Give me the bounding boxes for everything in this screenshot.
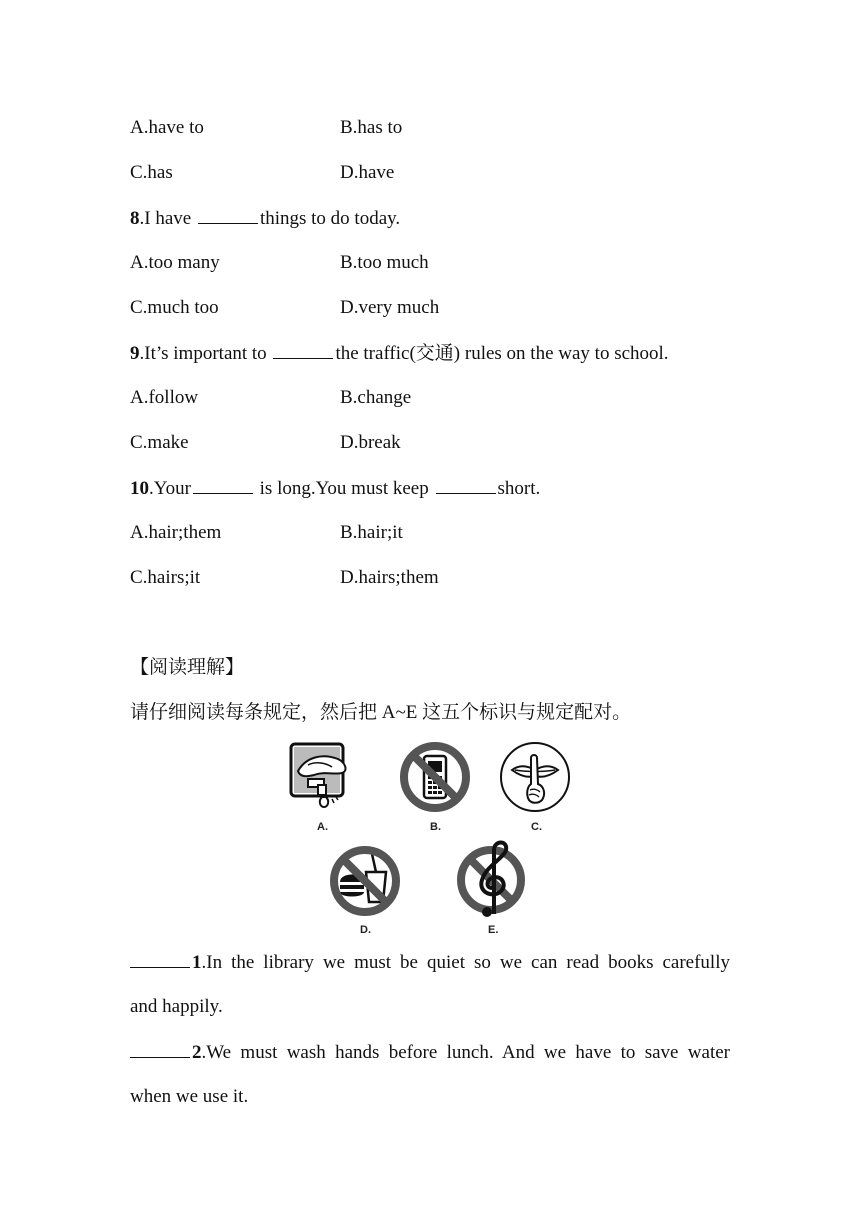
q7-option-d: D.have xyxy=(340,162,395,183)
q8-option-c: C.much too xyxy=(130,297,219,318)
section-heading: 【阅读理解】 xyxy=(130,657,245,678)
q10-option-b: B.hair;it xyxy=(340,522,403,543)
question-10 xyxy=(130,476,540,501)
quiet-finger-icon xyxy=(498,740,572,814)
q10-option-d: D.hairs;them xyxy=(340,567,439,588)
question-text-before: .Your xyxy=(149,478,191,499)
q8-option-d: D.very much xyxy=(340,297,440,318)
q7-option-c: C.has xyxy=(130,162,173,183)
item-text: .In the library we must be quiet so we can read books carefully xyxy=(201,952,730,973)
q9-option-d: D.break xyxy=(340,432,401,453)
sign-label-d: D. xyxy=(360,924,371,936)
q8-option-b: B.too much xyxy=(340,252,429,273)
question-number: 9 xyxy=(130,343,140,364)
question-text-middle: is long.You must keep xyxy=(254,478,434,499)
question-number: 10 xyxy=(130,478,149,499)
q10-option-a: A.hair;them xyxy=(130,522,222,543)
question-9 xyxy=(130,341,669,366)
question-number: 8 xyxy=(130,208,140,229)
q7-option-b: B.has to xyxy=(340,117,403,138)
question-text-before: .I have xyxy=(139,208,196,229)
section-instruction: 请仔细阅读每条规定，然后把 A~E 这五个标识与规定配对。 xyxy=(130,702,632,723)
reading-item-1 xyxy=(130,950,730,975)
answer-blank xyxy=(130,950,190,968)
sign-label-c: C. xyxy=(531,821,542,833)
question-text-after: short. xyxy=(497,478,541,499)
q9-option-a: A.follow xyxy=(130,387,199,408)
q10-option-c: C.hairs;it xyxy=(130,567,201,588)
sign-label-b: B. xyxy=(430,821,441,833)
q9-option-c: C.make xyxy=(130,432,189,453)
q7-option-a: A.have to xyxy=(130,117,204,138)
sign-label-a: A. xyxy=(317,821,328,833)
answer-blank xyxy=(273,341,333,359)
item-text: .We must wash hands before lunch. And we have to save water xyxy=(201,1042,730,1063)
question-8 xyxy=(130,206,400,231)
item-number: 2 xyxy=(192,1042,202,1063)
answer-blank xyxy=(198,206,258,224)
q8-option-a: A.too many xyxy=(130,252,220,273)
no-food-icon xyxy=(328,844,402,918)
sign-label-e: E. xyxy=(488,924,499,936)
question-text-after: the traffic(交通) rules on the way to school. xyxy=(335,343,669,364)
reading-item-2-continued: when we use it. xyxy=(130,1086,249,1107)
answer-blank xyxy=(130,1040,190,1058)
wash-hands-icon xyxy=(288,741,356,809)
answer-blank xyxy=(436,476,496,494)
item-number: 1 xyxy=(192,952,202,973)
no-music-icon xyxy=(456,836,530,920)
question-text-after: things to do today. xyxy=(259,208,401,229)
reading-item-2 xyxy=(130,1040,730,1065)
q9-option-b: B.change xyxy=(340,387,412,408)
answer-blank xyxy=(193,476,253,494)
reading-item-1-continued: and happily. xyxy=(130,996,223,1017)
question-text-before: .It’s important to xyxy=(139,343,272,364)
no-phone-icon xyxy=(398,740,472,814)
